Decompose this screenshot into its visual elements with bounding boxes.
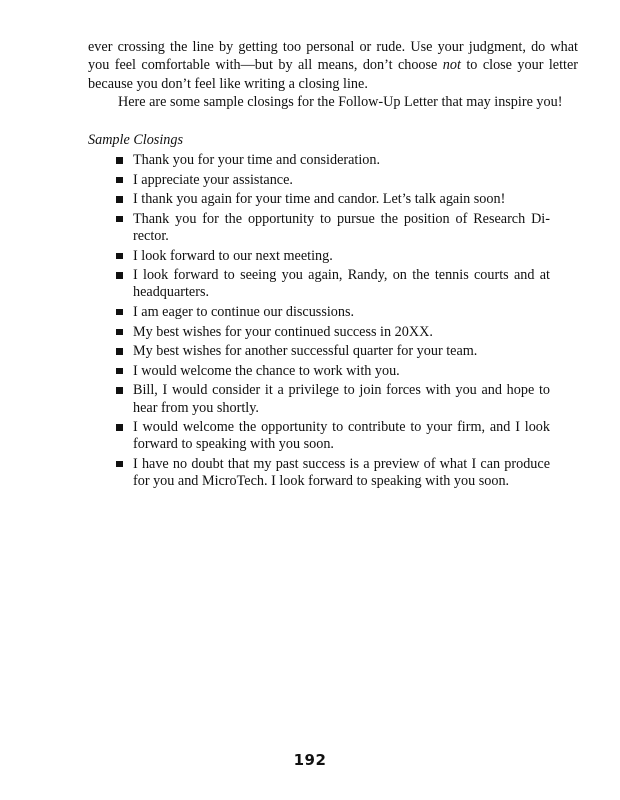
bullet-icon [116,216,123,223]
bullet-icon [116,177,123,184]
list-item [114,456,550,490]
list-item [114,248,550,265]
list-item-text: I am eager to continue our discussions. [133,303,355,320]
bullet-icon [116,461,123,468]
list-item [114,382,550,416]
bullet-icon [116,157,123,164]
list-item [114,419,550,453]
list-item [114,324,550,341]
intro-text-start: ever crossing the line by getting too personal or rude. Use your judgment, do what you feel comfortable with—but by all means, don’t choose [88,39,578,74]
list-item-text: I have no doubt that my past success is a preview of what I can produce for you and MicroTech. I look forward to speaking with you soon. [133,455,550,490]
list-item-text: Thank you for your time and consideration. [133,152,381,168]
closings-list [114,152,550,493]
list-item-text: Bill, I would consider it a privilege to join forces with you and hope to hear from you shortly. [133,382,550,416]
list-item [114,152,550,169]
bullet-icon [116,309,123,316]
list-item-text: I would welcome the chance to work with you. [133,362,400,379]
bullet-icon [116,329,123,336]
bullet-icon [116,368,123,375]
bullet-icon [116,348,123,355]
intro-text-end: to close your letter because you don’t feel like writing a closing line. [88,57,578,92]
list-item [114,363,550,380]
list-item [114,267,550,301]
list-item [114,211,550,245]
bullet-icon [116,196,123,203]
bullet-icon [116,387,123,394]
body-text [88,38,578,111]
section-heading: Sample Closings [88,132,183,148]
bullet-icon [116,253,123,260]
page-number: 192 [293,751,327,769]
list-item [114,343,550,360]
list-item-text: I look forward to seeing you again, Randy, on the tennis courts and at headquarters. [133,267,550,301]
bullet-icon [116,272,123,279]
list-item-text: Thank you for the opportunity to pursue the position of Research Director. [133,210,550,244]
list-item-text: My best wishes for your continued success in 20XX. [133,323,433,340]
bullet-icon [116,424,123,431]
list-item-text: I would welcome the opportunity to contribute to your firm, and I look forward to speaking with you soon. [133,419,550,453]
list-item [114,172,550,189]
list-item-text: I appreciate your assistance. [133,171,293,188]
list-item [114,191,550,208]
list-item-text: I look forward to our next meeting. [133,247,333,264]
list-item-text: My best wishes for another successful quarter for your team. [133,343,478,360]
lead-in-paragraph: Here are some sample closings for the Follow-Up Letter that may inspire you! [118,93,563,110]
intro-emphasis: not [442,57,461,74]
intro-paragraph [88,38,578,93]
list-item-text: I thank you again for your time and candor. Let’s talk again soon! [133,191,506,208]
list-item [114,304,550,321]
